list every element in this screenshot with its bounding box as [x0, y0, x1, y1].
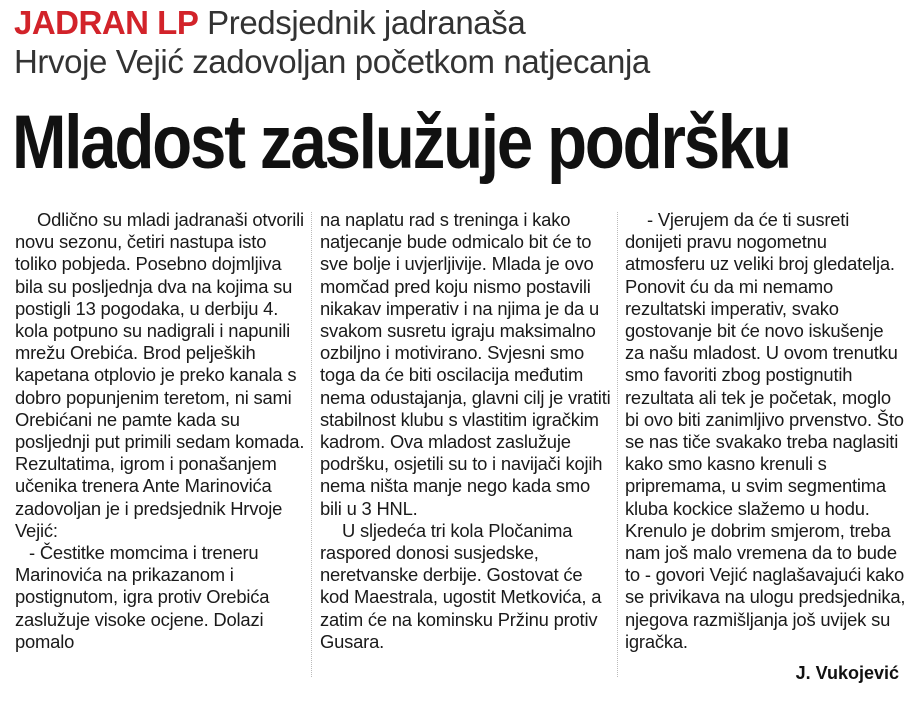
- kicker: [14, 3, 904, 81]
- kicker-line-1: Predsjednik jadranaša: [207, 4, 526, 41]
- paragraph: - Vjerujem da će ti susreti donijeti pravu nogometnu atmosferu uz veliki broj gledatelja. Ponovit ću da mi nemamo rezultatski imperativ, svako gostovanje bit će novo iskušenje za našu mladost. U ovom trenutku smo favoriti zbog postignutih rezultata ali tek je početak, moglo bi ovo biti zanimljivo prvenstvo. Što se nas tiče svakako treba naglasiti kako smo kasno krenuli s pripremama, u svim segmentima kluba kockice slažemo u hodu. Krenulo je dobrim smjerom, treba nam još malo vremena da to bude to - govori Vejić naglašavajući kako se privikava na ulogu predsjednika, njegova razmišljanja još uvijek su igračka.: [625, 209, 906, 652]
- paragraph: na naplatu rad s treninga i kako natjecanje bude odmicalo bit će to sve bolje i uvjerljivije. Mlada je ovo momčad pred koju nismo postavili nikakav imperativ i na njima je da u svakom susretu igraju maksimalno ozbiljno i motivirano. Svjesni smo toga da će biti oscilacija međutim nema odustajanja, glavni cilj je vratiti stabilnost klubu s vlastitim igračkim kadrom. Ova mladost zaslužuje podršku, osjetili su to i navijači kojih nema ništa manje nego kada smo bili u 3 HNL.: [320, 209, 611, 519]
- section-tag: JADRAN LP: [14, 4, 199, 41]
- article-column-2: [320, 209, 612, 653]
- column-divider: [617, 212, 618, 677]
- byline: J. Vukojević: [795, 663, 899, 683]
- paragraph: Odlično su mladi jadranaši otvorili novu sezonu, četiri nastupa isto toliko pobjeda. Posebno dojmljiva bila su posljednja dva na kojima su postigli 13 pogodaka, u derbiju 4. kola potpuno su nadigrali i napunili mrežu Orebića. Brod peljeških kapetana otplovio je preko kanala s dobro popunjenim teretom, ni sami Orebićani ne pamte kada su posljednji put primili sedam komada. Rezultatima, igrom i ponašanjem učenika trenera Ante Marinovića zadovoljan je i predsjednik Hrvoje Vejić:: [15, 209, 305, 541]
- paragraph: U sljedeća tri kola Pločanima raspored donosi susjedske, neretvanske derbije. Gostovat će kod Maestrala, ugostit Metkovića, a zatim će na kominsku Pržinu protiv Gusara.: [320, 519, 602, 652]
- paragraph: - Čestitke momcima i treneru Marinovića na prikazanom i postignutom, igra protiv Orebića zaslužuje visoke ocjene. Dolazi pomalo: [15, 542, 270, 652]
- article-column-1: [15, 209, 305, 653]
- kicker-line-2: Hrvoje Vejić zadovoljan početkom natjecanja: [14, 43, 650, 80]
- headline: Mladost zaslužuje podršku: [12, 100, 790, 185]
- article-column-3: [625, 209, 907, 653]
- column-divider: [311, 212, 312, 677]
